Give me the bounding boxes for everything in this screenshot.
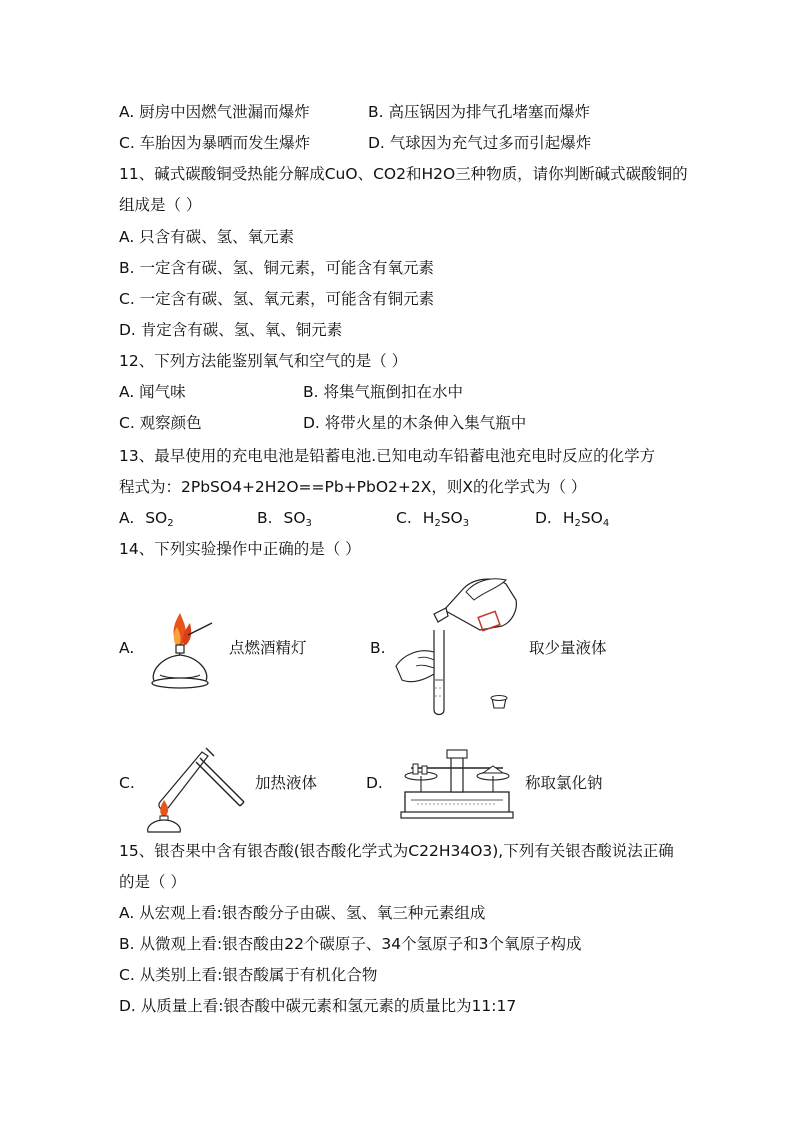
heating-test-tube-image [140,740,250,835]
q11-stem-line1: 11、碱式碳酸铜受热能分解成CuO、CO2和H2O三种物质，请你判断碱式碳酸铜的 [119,165,688,183]
q11-option-b: B. 一定含有碳、氢、铜元素，可能含有氧元素 [119,259,434,277]
q14-stem: 14、下列实验操作中正确的是（ ） [119,540,361,558]
q13-option-d-formula-h: H [562,509,575,527]
q13-stem-line2: 程式为：2PbSO4+2H2O==Pb+PbO2+2X，则X的化学式为（ ） [119,478,587,496]
q13-option-c-letter: C. [396,509,412,527]
q14-option-c-label: 加热液体 [255,774,318,792]
q13-option-d-sub2: 4 [602,518,610,529]
q15-option-a: A. 从宏观上看:银杏酸分子由碳、氢、氧三种元素组成 [119,904,486,922]
q13-option-b-letter: B. [257,509,273,527]
q14-option-d-letter: D. [366,774,383,792]
q14-option-d-label: 称取氯化钠 [525,774,603,792]
q13-option-a [119,508,174,534]
q12-option-c: C. 观察颜色 [119,414,202,432]
q13-option-c-sub2: 3 [462,518,470,529]
q13-option-d [535,508,609,534]
q13-option-c-formula-so: SO [440,509,463,527]
q11-option-c: C. 一定含有碳、氢、氧元素，可能含有铜元素 [119,290,435,308]
q15-option-d: D. 从质量上看:银杏酸中碳元素和氢元素的质量比为11:17 [119,997,517,1015]
q12-stem: 12、下列方法能鉴别氧气和空气的是（ ） [119,352,408,370]
q14-option-a-letter: A. [119,639,135,657]
q10-option-b: B. 高压锅因为排气孔堵塞而爆炸 [368,103,590,121]
q13-option-c-sub1: 2 [434,518,441,529]
q13-option-b-sub: 3 [305,518,312,529]
q11-option-a: A. 只含有碳、氢、氧元素 [119,228,295,246]
q13-option-a-formula: SO [145,509,168,527]
q10-option-c: C. 车胎因为暴晒而发生爆炸 [119,134,311,152]
q12-option-b: B. 将集气瓶倒扣在水中 [303,383,463,401]
q11-option-d: D. 肯定含有碳、氢、氧、铜元素 [119,321,343,339]
q13-option-b-formula: SO [283,509,306,527]
q12-option-d: D. 将带火星的木条伸入集气瓶中 [303,414,527,432]
q14-option-c-letter: C. [119,774,135,792]
q15-option-c: C. 从类别上看:银杏酸属于有机化合物 [119,966,378,984]
q13-option-d-sub1: 2 [574,518,581,529]
q13-option-d-letter: D. [535,509,552,527]
q14-option-b-letter: B. [370,639,386,657]
balance-scale-image [397,742,517,822]
q14-option-a-label: 点燃酒精灯 [229,639,307,657]
q11-stem-line2: 组成是（ ） [119,196,202,214]
q15-option-b: B. 从微观上看:银杏酸由22个碳原子、34个氢原子和3个氧原子构成 [119,935,582,953]
q10-option-d: D. 气球因为充气过多而引起爆炸 [368,134,592,152]
q13-stem-line1: 13、最早使用的充电电池是铅蓄电池.已知电动车铅蓄电池充电时反应的化学方 [119,447,656,465]
q15-stem-line2: 的是（ ） [119,873,186,891]
q14-option-b-label: 取少量液体 [529,639,607,657]
q13-option-a-letter: A. [119,509,135,527]
q13-option-b [257,508,312,534]
pouring-liquid-image [394,570,524,720]
q13-option-c-formula-h: H [422,509,435,527]
q13-option-d-formula-so: SO [580,509,603,527]
q10-option-a: A. 厨房中因燃气泄漏而爆炸 [119,103,310,121]
q13-option-c [396,508,469,534]
q13-option-a-sub: 2 [167,518,174,529]
alcohol-lamp-lighting-image [140,605,220,695]
q15-stem-line1: 15、银杏果中含有银杏酸(银杏酸化学式为C22H34O3),下列有关银杏酸说法正确 [119,842,674,860]
q12-option-a: A. 闻气味 [119,383,186,401]
